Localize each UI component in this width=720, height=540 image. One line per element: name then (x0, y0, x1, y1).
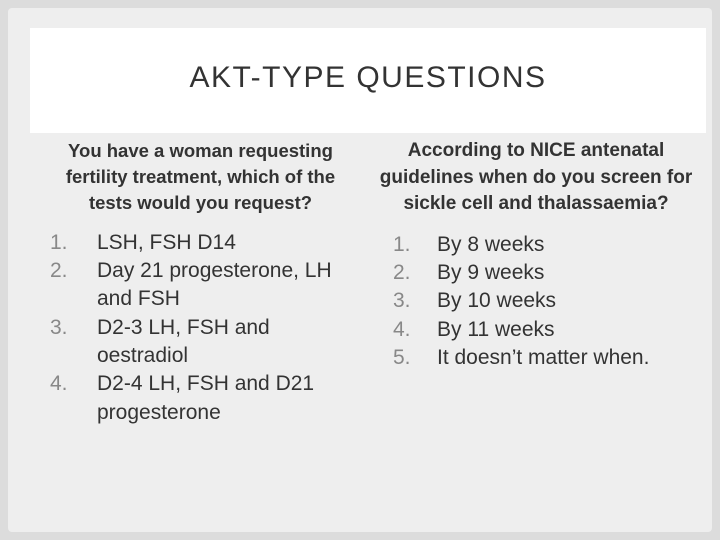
option-number: 2. (50, 259, 68, 283)
slide-title: AKT-TYPE QUESTIONS (189, 60, 547, 94)
left-option (43, 229, 358, 257)
option-number: 2. (393, 261, 411, 285)
option-number: 3. (393, 289, 411, 313)
right-options-list (376, 231, 696, 373)
option-text: D2-4 LH, FSH and D21 progesterone (97, 372, 315, 424)
option-text: D2-3 LH, FSH and oestradiol (97, 315, 270, 368)
left-option (43, 257, 358, 314)
right-option (376, 259, 696, 287)
option-number: 3. (50, 315, 68, 339)
option-number: 1. (393, 232, 411, 256)
left-option (43, 314, 358, 371)
left-question-column (43, 138, 358, 427)
option-number: 4. (393, 317, 411, 341)
right-option (376, 231, 696, 259)
right-option (376, 316, 696, 344)
option-number: 4. (50, 372, 68, 396)
option-text: It doesn’t matter when. (437, 346, 650, 370)
option-text: By 9 weeks (437, 261, 545, 285)
option-text: By 10 weeks (437, 289, 557, 313)
option-text: By 11 weeks (437, 317, 555, 341)
left-option (43, 370, 358, 427)
option-text: By 8 weeks (437, 232, 545, 256)
right-question: According to NICE antenatal guidelines when do you screen for sickle cell and thalassaemia? (379, 140, 693, 215)
option-number: 1. (50, 230, 68, 254)
right-option (376, 287, 696, 315)
option-number: 5. (393, 346, 411, 370)
option-text: Day 21 progesterone, LH and FSH (97, 259, 332, 311)
left-options-list (43, 229, 358, 427)
option-text: LSH, FSH D14 (97, 230, 236, 254)
slide (8, 8, 712, 532)
title-band (30, 28, 706, 133)
right-option (376, 344, 696, 372)
left-question: You have a woman requesting fertility treatment, which of the tests would you request? (65, 140, 336, 213)
right-question-column (376, 138, 696, 373)
